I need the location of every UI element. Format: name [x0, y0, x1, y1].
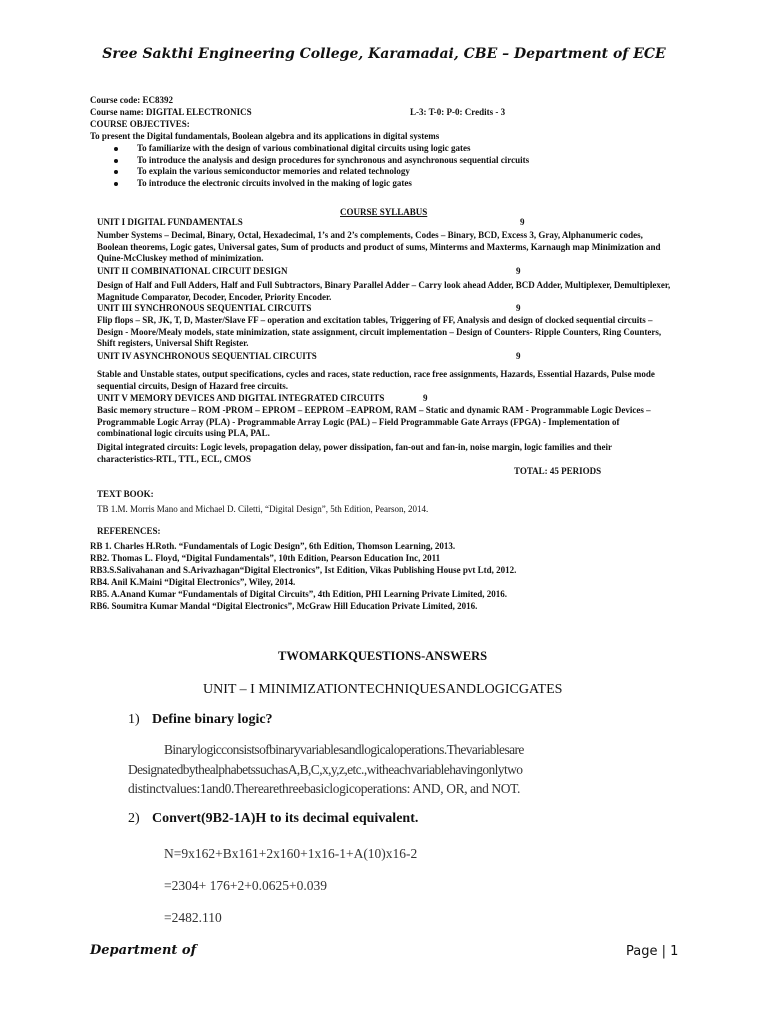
footer-department: Department of [90, 943, 197, 958]
objectives-intro: To present the Digital fundamentals, Boolean algebra and its applications in digital systems [90, 131, 440, 141]
unit-3-text: Flip flops – SR, JK, T, D, Master/Slave FF – operation and excitation tables, Triggering of FF, Analysis and design of clocked sequential circuits – Design - Moore/Mealy models, state minimization, state assignment, circuit implementation – Design of Counters- Ripple Counters, Ring Counters, Shift registers, Universal Shift Register. [97, 315, 662, 348]
unit-3-heading: UNIT III SYNCHRONOUS SEQUENTIAL CIRCUITS [97, 303, 312, 313]
unit-5-hours: 9 [423, 393, 428, 403]
objectives-list [110, 143, 529, 189]
reference-item: RB4. Anil K.Maini “Digital Electronics”, Wiley, 2014. [90, 577, 296, 587]
course-credits: L-3: T-0: P-0: Credits - 3 [410, 107, 506, 117]
reference-item: RB3.S.Salivahanan and S.Arivazhagan“Digital Electronics”, Ist Edition, Vikas Publishing House pvt Ltd, 2012. [90, 565, 517, 575]
unit-4-hours: 9 [516, 351, 521, 361]
total-periods: TOTAL: 45 PERIODS [514, 466, 602, 476]
q1-answer-line: Binarylogicconsistsofbinaryvariablesandlogicaloperations.Thevariablesare [164, 742, 524, 757]
unit-4-heading: UNIT IV ASYNCHRONOUS SEQUENTIAL CIRCUITS [97, 351, 317, 361]
unit-5-text: Basic memory structure – ROM -PROM – EPROM – EEPROM –EAPROM, RAM – Static and dynamic RAM - Programmable Logic Devices – Programmable Logic Array (PLA) - Programmable Array Logic (PAL) – Field Programmable Gate Arrays (FPGA) - Implementation of combinational logic circuits using PLA, PAL. [97, 405, 651, 438]
objective-item: To introduce the electronic circuits involved in the making of logic gates [110, 178, 529, 190]
textbook-label: TEXT BOOK: [97, 489, 154, 499]
q1-title: Define binary logic? [152, 712, 273, 727]
reference-item: RB 1. Charles H.Roth. “Fundamentals of Logic Design”, 6th Edition, Thomson Learning, 2013. [90, 541, 456, 551]
reference-item: RB2. Thomas L. Floyd, “Digital Fundamentals”, 10th Edition, Pearson Education Inc, 2011 [90, 553, 441, 563]
unit-2-hours: 9 [516, 266, 521, 276]
questions-title: TWOMARKQUESTIONS-ANSWERS [278, 649, 488, 663]
q2-answer-line: =2304+ 176+2+0.0625+0.039 [164, 878, 327, 893]
unit-1-heading: UNIT I DIGITAL FUNDAMENTALS [97, 217, 243, 227]
page-separator: | [661, 944, 667, 959]
unit-1-hours: 9 [520, 217, 525, 227]
unit-2-text: Design of Half and Full Adders, Half and Full Subtractors, Binary Parallel Adder – Carry look ahead Adder, BCD Adder, Multiplexer, Demultiplexer, Magnitude Comparator, Decoder, Encoder, Priority Encoder. [97, 280, 671, 302]
objectives-label: COURSE OBJECTIVES: [90, 119, 190, 129]
reference-item: RB5. A.Anand Kumar “Fundamentals of Digital Circuits”, 4th Edition, PHI Learning Private Limited, 2016. [90, 589, 507, 599]
bullet-icon [114, 170, 118, 174]
unit-5-heading: UNIT V MEMORY DEVICES AND DIGITAL INTEGRATED CIRCUITS [97, 393, 385, 403]
unit-3-hours: 9 [516, 303, 521, 313]
course-code: Course code: EC8392 [90, 95, 173, 105]
q2-answer-line: =2482.110 [164, 910, 222, 925]
q2-number: 2) [128, 811, 140, 826]
references-label: REFERENCES: [97, 526, 161, 536]
q1-answer-line: distinctvalues:1and0.Therearethreebasiclogicoperations: AND, OR, and NOT. [128, 781, 520, 796]
q1-answer-line: DesignatedbythealphabetssuchasA,B,C,x,y,z,etc.,witheachvariablehavingonlytwo [128, 762, 523, 777]
unit-title: UNIT – I MINIMIZATIONTECHNIQUESANDLOGICGATES [203, 682, 563, 697]
unit-5-text-2: Digital integrated circuits: Logic levels, propagation delay, power dissipation, fan-out and fan-in, noise margin, logic families and their characteristics-RTL, TTL, ECL, CMOS [97, 442, 612, 464]
textbook-item: TB 1.M. Morris Mano and Michael D. Ciletti, “Digital Design”, 5th Edition, Pearson, 2014. [97, 504, 429, 514]
footer-page [626, 944, 678, 959]
q2-title: Convert(9B2-1A)H to its decimal equivalent. [152, 811, 419, 826]
bullet-icon [114, 147, 118, 151]
unit-4-text: Stable and Unstable states, output specifications, cycles and races, state reduction, race free assignments, Hazards, Essential Hazards, Pulse mode sequential circuits, Design of Hazard free circuits. [97, 369, 655, 391]
objective-item: To familiarize with the design of various combinational digital circuits using logic gates [110, 143, 529, 155]
q2-answer-line: N=9x162+Bx161+2x160+1x16-1+A(10)x16-2 [164, 846, 418, 861]
objective-item: To explain the various semiconductor memories and related technology [110, 166, 529, 178]
page-number: 1 [670, 944, 679, 959]
bullet-icon [114, 182, 118, 186]
page-label: Page [626, 944, 658, 959]
unit-2-heading: UNIT II COMBINATIONAL CIRCUIT DESIGN [97, 266, 288, 276]
bullet-icon [114, 159, 118, 163]
unit-1-text: Number Systems – Decimal, Binary, Octal, Hexadecimal, 1’s and 2’s complements, Codes – Binary, BCD, Excess 3, Gray, Alphanumeric codes, Boolean theorems, Logic gates, Universal gates, Sum of products and product of sums, Minterms and Maxterms, Karnaugh map Minimization and Quine-McCluskey method of minimization. [97, 230, 661, 263]
page-header: Sree Sakthi Engineering College, Karamadai, CBE – Department of ECE [102, 46, 666, 62]
q1-number: 1) [128, 712, 140, 727]
syllabus-title: COURSE SYLLABUS [340, 207, 428, 217]
objective-item: To introduce the analysis and design procedures for synchronous and asynchronous sequential circuits [110, 155, 529, 167]
reference-item: RB6. Soumitra Kumar Mandal “Digital Electronics”, McGraw Hill Education Private Limited, 2016. [90, 601, 478, 611]
course-name: Course name: DIGITAL ELECTRONICS [90, 107, 252, 117]
